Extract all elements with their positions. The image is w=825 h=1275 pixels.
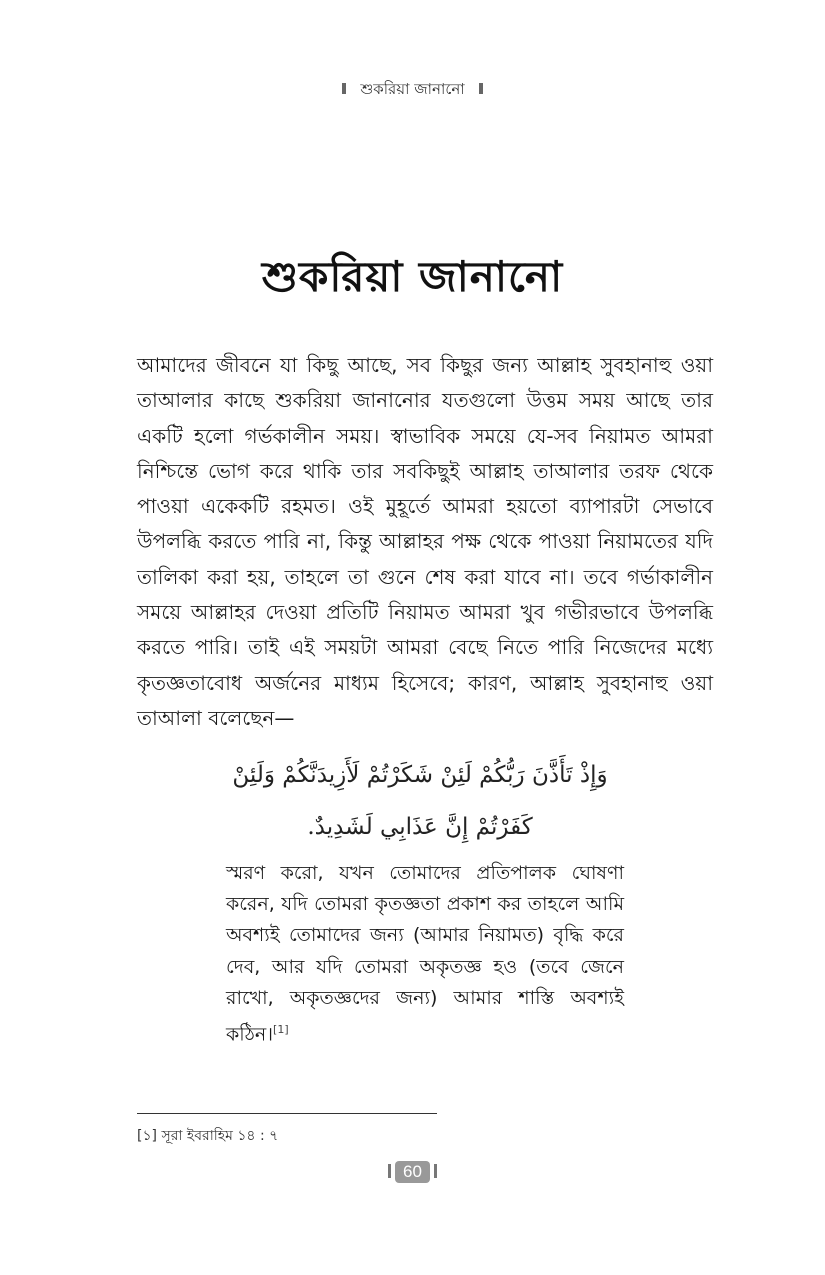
- header-bar-left: [342, 83, 346, 94]
- page-folio: [0, 1161, 825, 1183]
- footnote-divider: [137, 1113, 437, 1114]
- page-number: 60: [395, 1161, 430, 1183]
- running-header: [0, 78, 825, 103]
- body-paragraph: আমাদের জীবনে যা কিছু আছে, সব কিছুর জন্য আল্লাহ সুবহানাহু ওয়া তাআলার কাছে শুকরিয়া জানানোর যতগুলো উত্তম সময় আছে তার একটি হলো গর্ভকালীন সময়। স্বাভাবিক সময়ে যে-সব নিয়ামত আমরা নিশ্চিন্তে ভোগ করে থাকি তার সবকিছুই আল্লাহ তাআলার তরফ থেকে পাওয়া একেকটি রহমত। ওই মুহূর্তে আমরা হয়তো ব্যাপারটা সেভাবে উপলব্ধি করতে পারি না, কিন্তু আল্লাহর পক্ষ থেকে পাওয়া নিয়ামতের যদি তালিকা করা হয়, তাহলে তা গুনে শেষ করা যাবে না। তবে গর্ভাকালীন সময়ে আল্লাহর দেওয়া প্রতিটি নিয়ামত আমরা খুব গভীরভাবে উপলব্ধি করতে পারি। তাই এই সময়টা আমরা বেছে নিতে পারি নিজেদের মধ্যে কৃতজ্ঞতাবোধ অর্জনের মাধ্যম হিসেবে; কারণ, আল্লাহ সুবহানাহু ওয়া তাআলা বলেছেন—: [137, 353, 713, 730]
- footnote-reference[interactable]: [1]: [273, 1023, 289, 1037]
- header-bar-right: [479, 83, 483, 94]
- arabic-verse-line-2: كَفَرْتُمْ إِنَّ عَذَابِي لَشَدِيدٌ.: [307, 814, 533, 840]
- folio-bar-left: [388, 1164, 391, 1178]
- arabic-verse-line-1: وَإِذْ تَأَذَّنَ رَبُّكُمْ لَئِنْ شَكَرْتُمْ لَأَزِيدَنَّكُمْ وَلَئِنْ: [232, 762, 608, 788]
- folio-bar-right: [434, 1164, 437, 1178]
- verse-translation: [226, 858, 624, 1051]
- footnote: [১] সূরা ইবরাহিম ১৪ : ৭: [137, 1128, 279, 1144]
- verse-translation-text: স্মরণ করো, যখন তোমাদের প্রতিপালক ঘোষণা করেন, যদি তোমরা কৃতজ্ঞতা প্রকাশ কর তাহলে আমি অবশ্যই তোমাদের জন্য (আমার নিয়ামত) বৃদ্ধি করে দেব, আর যদি তোমরা অকৃতজ্ঞ হও (তবে জেনে রাখো, অকৃতজ্ঞদের জন্য) আমার শাস্তি অবশ্যই কঠিন।: [226, 862, 624, 1046]
- running-header-text: শুকরিয়া জানানো: [360, 80, 465, 98]
- chapter-title: শুকরিয়া জানানো: [261, 252, 564, 301]
